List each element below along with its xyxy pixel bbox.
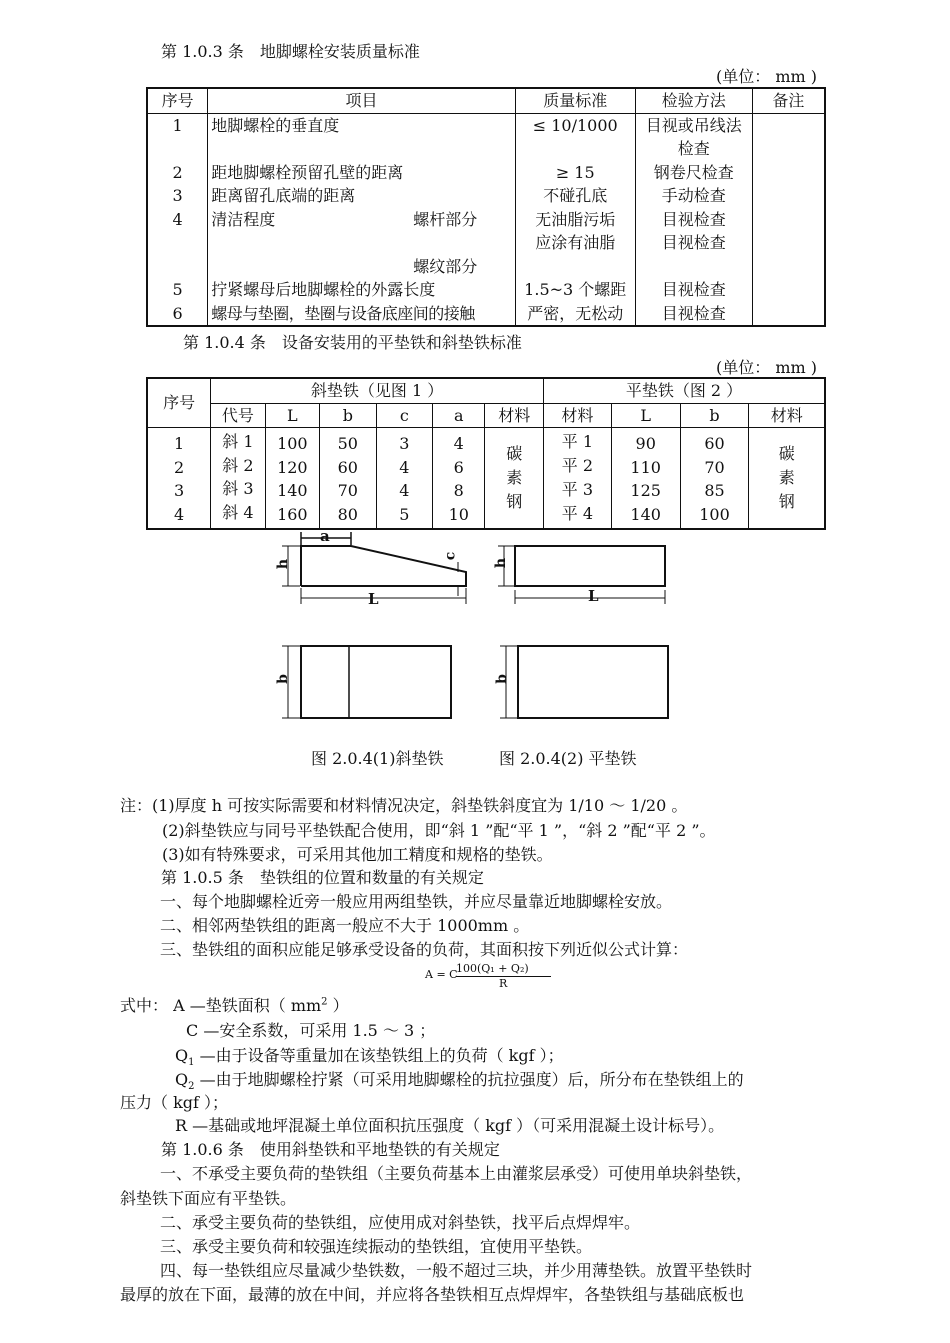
- slope-c-4: 5: [399, 504, 410, 524]
- label-b-flat: b: [493, 674, 510, 684]
- flat-shim-elevation-drawing: [494, 536, 669, 606]
- sub-code: 代号: [211, 403, 265, 428]
- s105-para-1: 一、每个地脚螺栓近旁一般应用两组垫铁，并应尽量靠近地脚螺栓安放。: [160, 892, 673, 911]
- slope-mat-3: 钢: [506, 492, 523, 511]
- flat-code-1: 平 1: [561, 432, 594, 451]
- col-slope-L: [265, 428, 319, 530]
- col-standard: [515, 113, 635, 326]
- col-flat-b: [680, 428, 749, 530]
- table2-unit: (单位： mm ): [716, 358, 818, 377]
- section-103-heading: 第 1.0.3 条 地脚螺栓安装质量标准: [161, 42, 420, 61]
- row1-std: ≤ 10/1000: [532, 115, 618, 135]
- row3-method: 手动检查: [661, 186, 726, 205]
- row5-method: 目视检查: [661, 280, 726, 299]
- slope-a-1: 4: [453, 434, 464, 453]
- row4-no: 4: [172, 209, 183, 229]
- slope-shim-plan-drawing: [276, 642, 456, 722]
- no-1: 1: [174, 434, 185, 453]
- no-3: 3: [174, 481, 185, 500]
- slope-L-3: 140: [277, 481, 308, 500]
- section-104-heading: 第 1.0.4 条 设备安装用的平垫铁和斜垫铁标准: [183, 333, 522, 352]
- slope-code-3: 斜 3: [222, 479, 254, 498]
- row4-method2: 目视检查: [661, 233, 726, 252]
- no-2: 2: [174, 457, 185, 477]
- note-3: (3)如有特殊要求，可采用其他加工精度和规格的垫铁。: [162, 845, 553, 864]
- row4-method: 目视检查: [661, 209, 726, 229]
- where-Q2-sub: 2: [188, 1081, 195, 1093]
- col-code: [211, 428, 265, 530]
- slope-c-3: 4: [399, 481, 410, 500]
- row6-method: 目视检查: [661, 303, 726, 323]
- row4-sub2: 螺纹部分: [413, 256, 478, 276]
- where-Q1-symbol: Q: [175, 1046, 189, 1065]
- flat-mat-1: 碳: [778, 444, 795, 463]
- row1-no: 1: [172, 115, 183, 135]
- slope-code-4: 斜 4: [222, 502, 254, 522]
- where-A-text: 式中： A —垫铁面积（ mm: [120, 996, 322, 1015]
- col-flat-code: [544, 428, 612, 530]
- sub-c: c: [376, 403, 433, 428]
- where-Q2: [175, 1067, 744, 1092]
- flat-code-3: 平 3: [561, 480, 594, 499]
- label-c: c: [442, 551, 459, 561]
- formula-numerator: 100(Q₁ + Q₂): [456, 962, 529, 975]
- slope-code-1: 斜 1: [222, 432, 254, 451]
- where-R: R —基础或地坪混凝土单位面积抗压强度（ kgf ）（可采用混凝土设计标号）。: [175, 1116, 725, 1135]
- slope-c-1: 3: [399, 434, 410, 453]
- row1-item: 地脚螺栓的垂直度: [211, 115, 340, 135]
- flat-mat-2: 素: [778, 468, 795, 487]
- row2-method: 钢卷尺检查: [653, 162, 734, 182]
- sub-flat-b: b: [680, 403, 749, 428]
- where-Q2-text: —由于地脚螺栓拧紧（可采用地脚螺栓的抗拉强度）后，所分布在垫铁组上的: [194, 1070, 744, 1089]
- label-L-slope: L: [368, 590, 379, 608]
- s106-para-4b: 最厚的放在下面，最薄的放在中间，并应将各垫铁相互点焊焊牢，各垫铁组与基础底板也: [120, 1285, 745, 1304]
- row3-no: 3: [172, 186, 183, 205]
- flat-shim-plan-drawing: [494, 642, 674, 722]
- slope-b-3: 70: [337, 481, 358, 500]
- col-remark: [752, 113, 825, 326]
- s106-para-4a: 四、每一垫铁组应尽量减少垫铁数，一般不超过三块，并少用薄垫铁。放置平垫铁时: [160, 1261, 753, 1280]
- slope-mat-1: 碳: [506, 444, 523, 463]
- row4-item: 清洁程度: [211, 209, 276, 229]
- where-Q1: [175, 1043, 564, 1068]
- header-flat-shim: 平垫铁（图 2 ）: [544, 378, 826, 403]
- col-slope-b: [320, 428, 377, 530]
- bolt-quality-table: [146, 87, 826, 327]
- col-method: [635, 113, 752, 326]
- row2-item: 距地脚螺栓预留孔壁的距离: [211, 162, 404, 182]
- flat-b-3: 85: [704, 481, 725, 500]
- slope-a-2: 6: [453, 457, 464, 477]
- subheader-row: [147, 403, 825, 428]
- col-slope-a: [433, 428, 485, 530]
- label-L-flat: L: [588, 587, 599, 605]
- slope-a-4: 10: [448, 504, 469, 524]
- row5-no: 5: [172, 280, 183, 299]
- row1-method2: 检查: [677, 139, 710, 158]
- sub-L: L: [265, 403, 319, 428]
- sub-b: b: [320, 403, 377, 428]
- slope-c-2: 4: [399, 457, 410, 477]
- sub-a: a: [433, 403, 485, 428]
- header-remark: 备注: [752, 88, 825, 113]
- header-method: 检验方法: [635, 88, 752, 113]
- row4-std: 无油脂污垢: [535, 209, 616, 229]
- row4-sub1: 螺杆部分: [413, 209, 478, 229]
- flat-code-4: 平 4: [561, 504, 594, 523]
- col-no: [147, 113, 208, 326]
- s106-para-1b: 斜垫铁下面应有平垫铁。: [120, 1189, 297, 1208]
- col-no: [147, 428, 211, 530]
- row2-no: 2: [172, 162, 183, 182]
- row6-std: 严密，无松动: [527, 303, 624, 323]
- slope-b-1: 50: [337, 434, 358, 453]
- sub-material: 材料: [485, 403, 544, 428]
- table-header-row: [147, 88, 825, 113]
- slope-L-4: 160: [277, 504, 308, 524]
- row2-std: ≥ 15: [555, 162, 595, 182]
- sub-flat-material2: 材料: [749, 403, 825, 428]
- col-slope-c: [376, 428, 433, 530]
- flat-L-2: 110: [630, 457, 661, 477]
- label-h-slope: h: [275, 558, 292, 570]
- col-flat-L: [611, 428, 680, 530]
- where-Q1-text: —由于设备等重量加在该垫铁组上的负荷（ kgf ）；: [194, 1046, 564, 1065]
- label-h-flat: h: [493, 557, 510, 569]
- section-106-heading: 第 1.0.6 条 使用斜垫铁和平地垫铁的有关规定: [161, 1140, 500, 1159]
- formula-denominator: R: [499, 977, 508, 990]
- note-1: 注：(1)厚度 h 可按实际需要和材料情况决定，斜垫铁斜度宜为 1/10 ～ 1/20 。: [120, 796, 688, 815]
- s105-para-3: 三、垫铁组的面积应能足够承受设备的负荷，其面积按下列近似公式计算：: [160, 940, 689, 959]
- sub-flat-L: L: [611, 403, 680, 428]
- where-C: C —安全系数，可采用 1.5 ～ 3 ；: [186, 1021, 436, 1040]
- row3-item: 距离留孔底端的距离: [211, 186, 356, 205]
- flat-L-4: 140: [630, 504, 661, 524]
- sub-flat-material: 材料: [544, 403, 612, 428]
- row6-no: 6: [172, 303, 183, 323]
- where-A: [120, 993, 349, 1016]
- row4-std2: 应涂有油脂: [535, 233, 616, 252]
- slope-L-2: 120: [277, 457, 308, 477]
- where-A-end: ）: [327, 996, 349, 1015]
- slope-L-1: 100: [277, 434, 308, 453]
- formula-left: A = C: [425, 968, 458, 981]
- flat-b-2: 70: [704, 457, 725, 477]
- header-no: 序号: [147, 88, 208, 113]
- table1-unit: (单位： mm ): [716, 67, 818, 86]
- where-Q2-cont: 压力（ kgf ）；: [120, 1093, 229, 1112]
- col-item: [208, 113, 516, 326]
- table-body: [147, 113, 825, 326]
- shim-standard-table: [146, 377, 826, 530]
- slope-code-2: 斜 2: [222, 455, 254, 475]
- s106-para-3: 三、承受主要负荷和较强连续振动的垫铁组，宜使用平垫铁。: [160, 1237, 593, 1256]
- slope-b-2: 60: [337, 457, 358, 477]
- row6-item: 螺母与垫圈，垫圈与设备底座间的接触: [211, 303, 475, 323]
- s106-para-2: 二、承受主要负荷的垫铁组，应使用成对斜垫铁，找平后点焊焊牢。: [160, 1213, 641, 1232]
- label-a: a: [320, 527, 330, 545]
- table-body: [147, 428, 825, 530]
- s105-para-2: 二、相邻两垫铁组的距离一般应不大于 1000mm 。: [160, 916, 530, 935]
- flat-L-1: 90: [635, 434, 656, 453]
- caption-flat-shim: 图 2.0.4(2) 平垫铁: [499, 749, 637, 768]
- row1-method: 目视或吊线法: [645, 115, 742, 135]
- row5-item: 拧紧螺母后地脚螺栓的外露长度: [211, 280, 436, 299]
- col-flat-material: [749, 428, 825, 530]
- no-4: 4: [174, 504, 185, 524]
- note-2: (2)斜垫铁应与同号平垫铁配合使用，即“斜 1 ”配“平 1 ”，“斜 2 ”配“平 2 ”。: [162, 821, 716, 840]
- header-standard: 质量标准: [515, 88, 635, 113]
- where-A-sup: 2: [321, 996, 328, 1008]
- slope-b-4: 80: [337, 504, 358, 524]
- flat-b-1: 60: [704, 434, 725, 453]
- s106-para-1a: 一、不承受主要负荷的垫铁组（主要负荷基本上由灌浆层承受）可使用单块斜垫铁，: [160, 1164, 753, 1183]
- header-no: 序号: [147, 378, 211, 428]
- flat-code-2: 平 2: [561, 456, 594, 475]
- flat-mat-3: 钢: [778, 492, 795, 511]
- where-Q2-symbol: Q: [175, 1070, 189, 1089]
- slope-a-3: 8: [453, 481, 464, 500]
- section-105-heading: 第 1.0.5 条 垫铁组的位置和数量的有关规定: [161, 868, 484, 887]
- flat-b-4: 100: [699, 504, 730, 524]
- row3-std: 不碰孔底: [543, 186, 608, 205]
- header-slope-shim: 斜垫铁（见图 1 ）: [211, 378, 544, 403]
- caption-slope-shim: 图 2.0.4(1)斜垫铁: [311, 749, 444, 768]
- flat-L-3: 125: [630, 481, 661, 500]
- col-slope-material: [485, 428, 544, 530]
- row5-std: 1.5~3 个螺距: [524, 280, 627, 299]
- where-Q1-sub: 1: [188, 1057, 195, 1069]
- label-b-slope: b: [274, 674, 291, 684]
- slope-mat-2: 素: [506, 468, 523, 487]
- header-item: 项目: [208, 88, 516, 113]
